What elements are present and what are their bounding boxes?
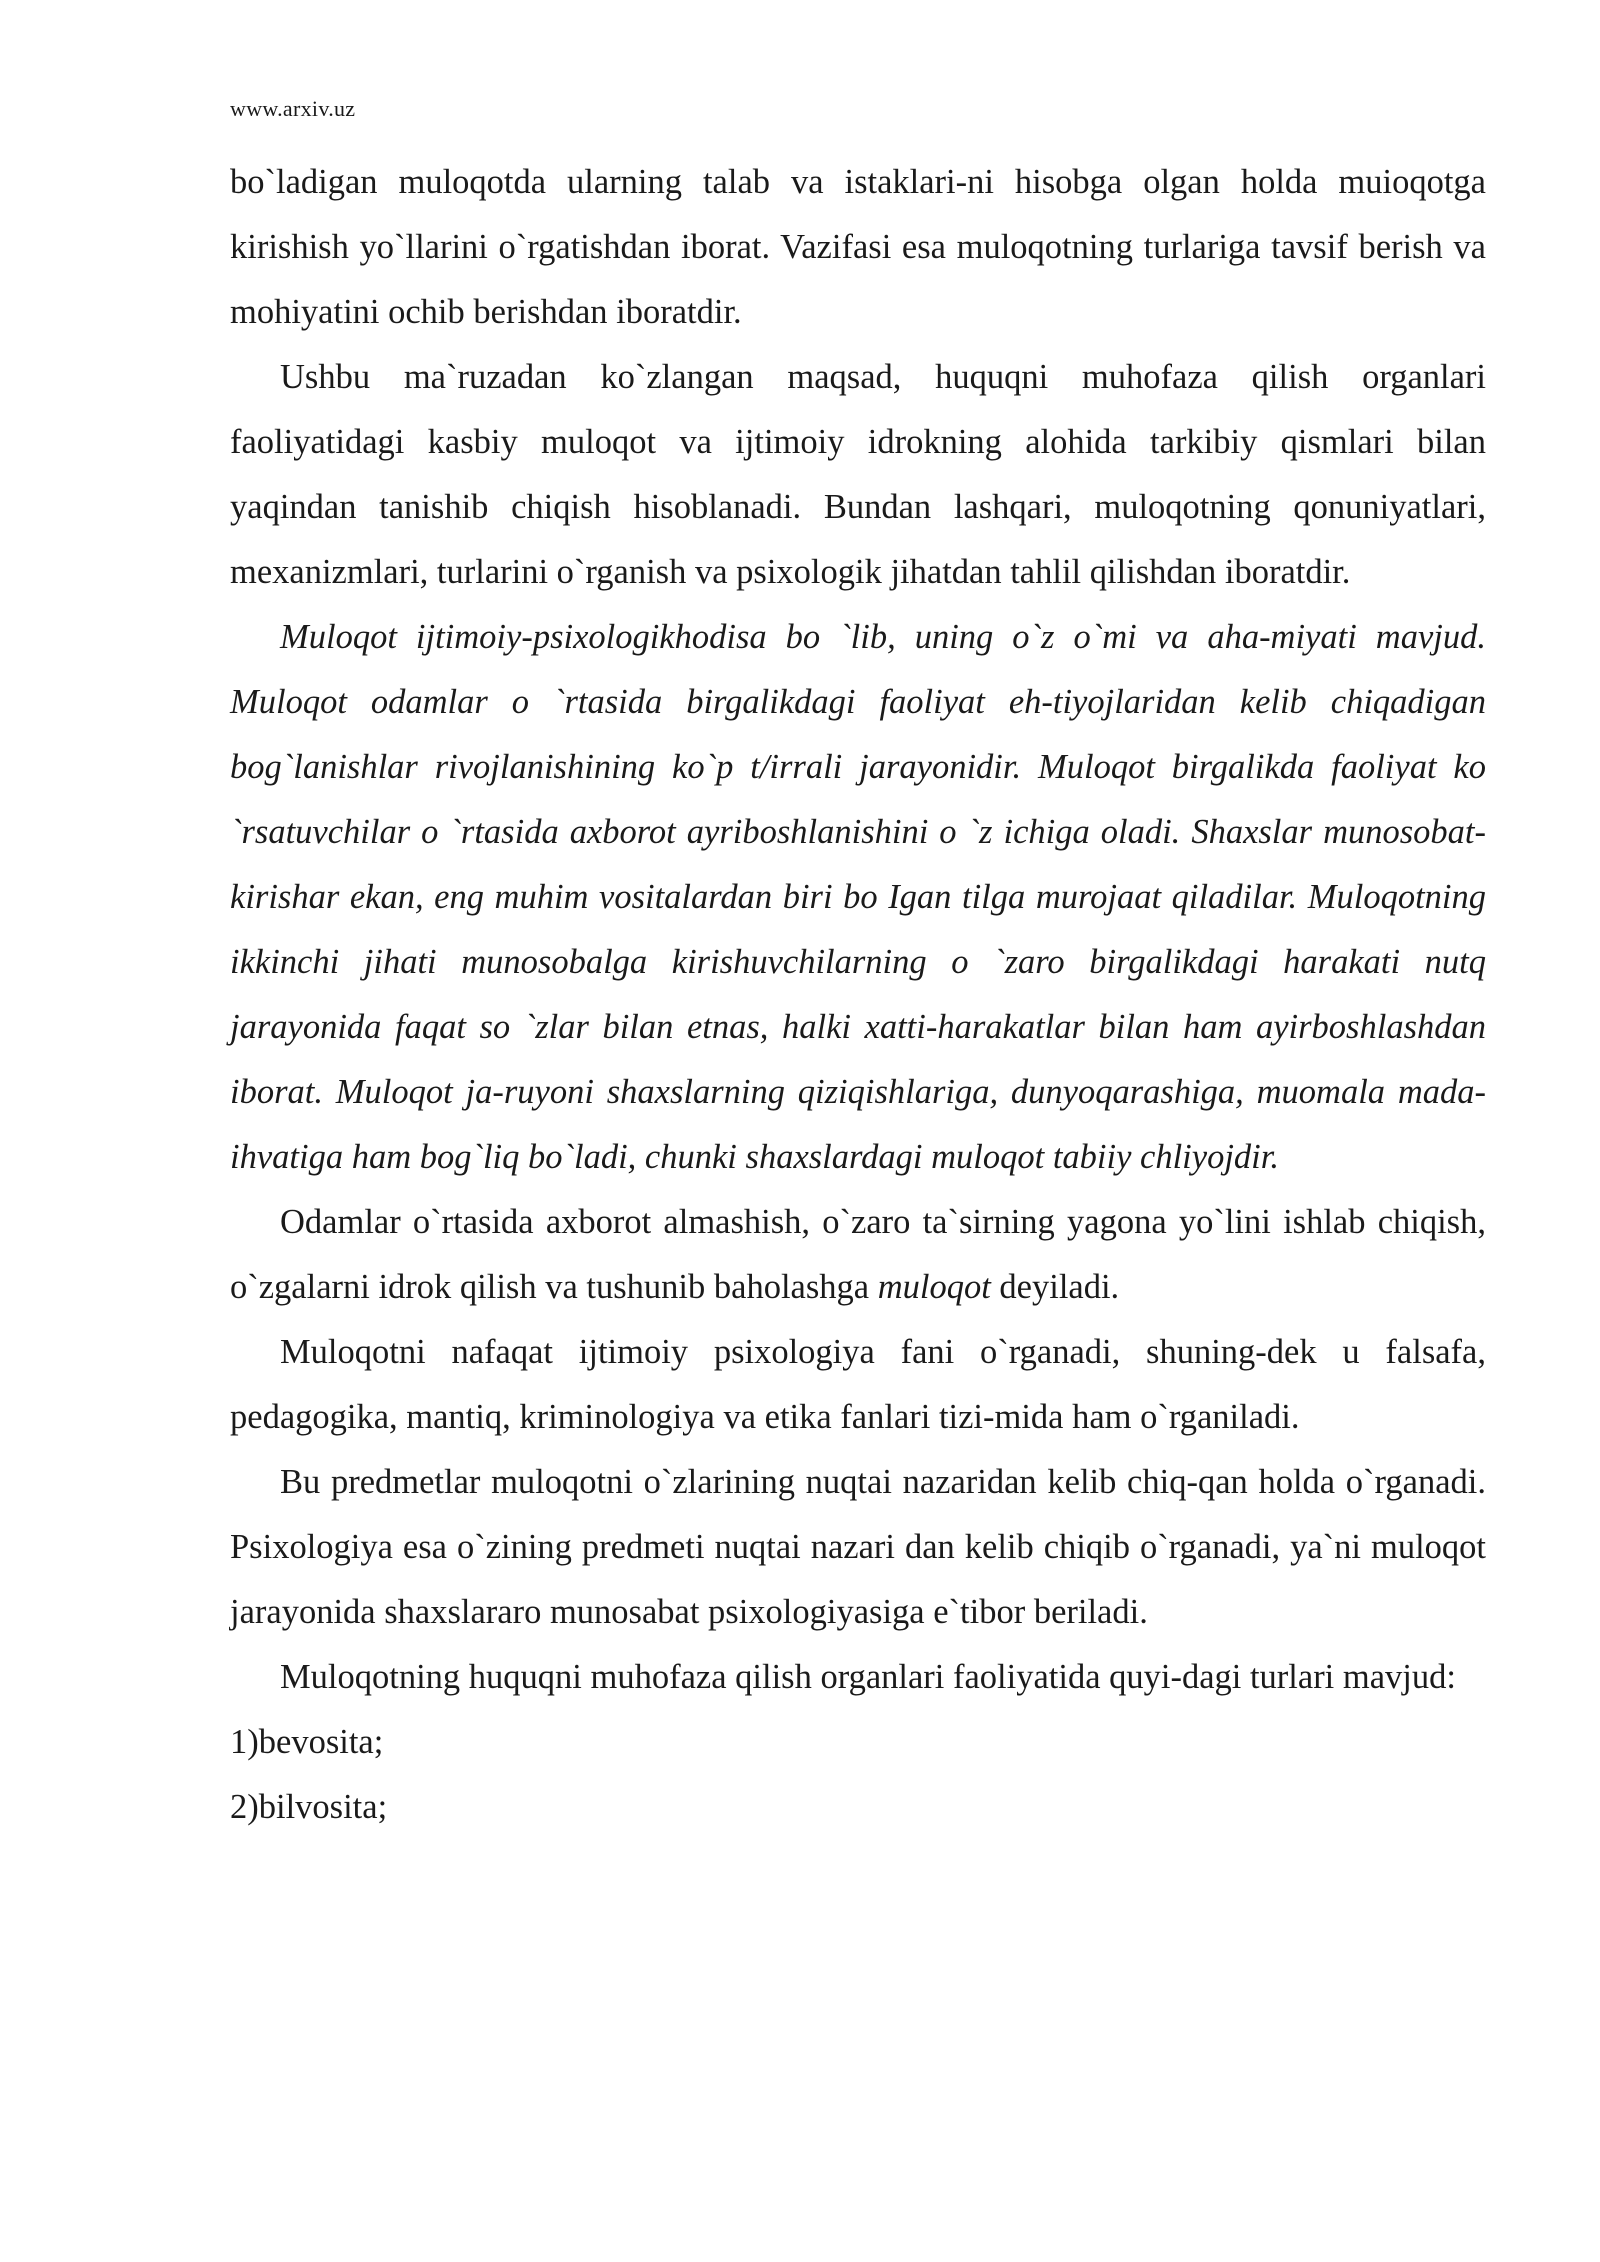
list-item-text: bilvosita; [258,1788,388,1826]
paragraph-4 [230,1190,1486,1320]
list-item-text: bevosita; [258,1723,384,1761]
list-item [230,1710,1486,1775]
paragraph-4-text-before: Odamlar o`rtasida axborot almashish, o`zaro ta`sirning yagona yo`lini ishlab chiqish, o`zgalarni idrok qilish va tushunib baholashga [230,1203,1486,1306]
paragraph-6: Bu predmetlar muloqotni o`zlarining nuqtai nazaridan kelib chiq-qan holda o`rganadi. Psixologiya esa o`zining predmeti nuqtai nazari dan kelib chiqib o`rganadi, ya`ni muloqot jarayonida shaxslararo munosabat psixologiyasiga e`tibor beriladi. [230,1463,1486,1631]
document-body [230,150,1486,1840]
list-item-marker: 2) [230,1788,259,1826]
list-item [230,1775,1486,1840]
list-item-marker: 1) [230,1723,259,1761]
paragraph-7: Muloqotning huquqni muhofaza qilish organlari faoliyatida quyi-dagi turlari mavjud: [280,1658,1456,1696]
paragraph-2: Ushbu ma`ruzadan ko`zlangan maqsad, huquqni muhofaza qilish organlari faoliyatidagi kasbiy muloqot va ijtimoiy idrokning alohida tarkibiy qismlari bilan yaqindan tanishib chiqish hisoblanadi. Bundan lashqari, muloqotning qonuniyatlari, mexanizmlari, turlarini o`rganish va psixologik jihatdan tahlil qilishdan iboratdir. [230,358,1486,591]
paragraph-3-italic: Muloqot ijtimoiy-psixologikhodisa bo `lib, uning o`z o`mi va aha-miyati mavjud. Muloqot odamlar o `rtasida birgalikdagi faoliyat eh-tiyojlaridan kelib chiqadigan bog`lanishlar rivojlanishining ko`p t/irrali jarayonidir. Muloqot birgalikda faoliyat ko `rsatuvchilar o `rtasida axborot ayriboshlanishini o `z ichiga oladi. Shaxslar munosobat- kirishar ekan, eng muhim vositalardan biri bo Igan tilga murojaat qiladilar. Muloqotning ikkinchi jihati munosobalga kirishuvchilarning o `zaro birgalikdagi harakati nutq jarayonida faqat so `zlar bilan etnas, halki xatti-harakatlar bilan ham ayirboshlashdan iborat. Muloqot ja-ruyoni shaxslarning qiziqishlariga, dunyoqarashiga, muomala mada-ihvatiga ham bog`liq bo`ladi, chunki shaxslardagi muloqot tabiiy chliyojdir. [230,618,1486,1176]
paragraph-1: bo`ladigan muloqotda ularning talab va istaklari-ni hisobga olgan holda muioqotga kirishish yo`llarini o`rgatishdan iborat. Vazifasi esa muloqotning turlariga tavsif berish va mohiyatini ochib berishdan iboratdir. [230,163,1486,331]
paragraph-5: Muloqotni nafaqat ijtimoiy psixologiya fani o`rganadi, shuning-dek u falsafa, pedagogika, mantiq, kriminologiya va etika fanlari tizi-mida ham o`rganiladi. [230,1333,1486,1436]
paragraph-4-term: muloqot [877,1268,991,1306]
paragraph-4-text-after: deyiladi. [990,1268,1120,1306]
header-url: www.arxiv.uz [230,96,356,121]
